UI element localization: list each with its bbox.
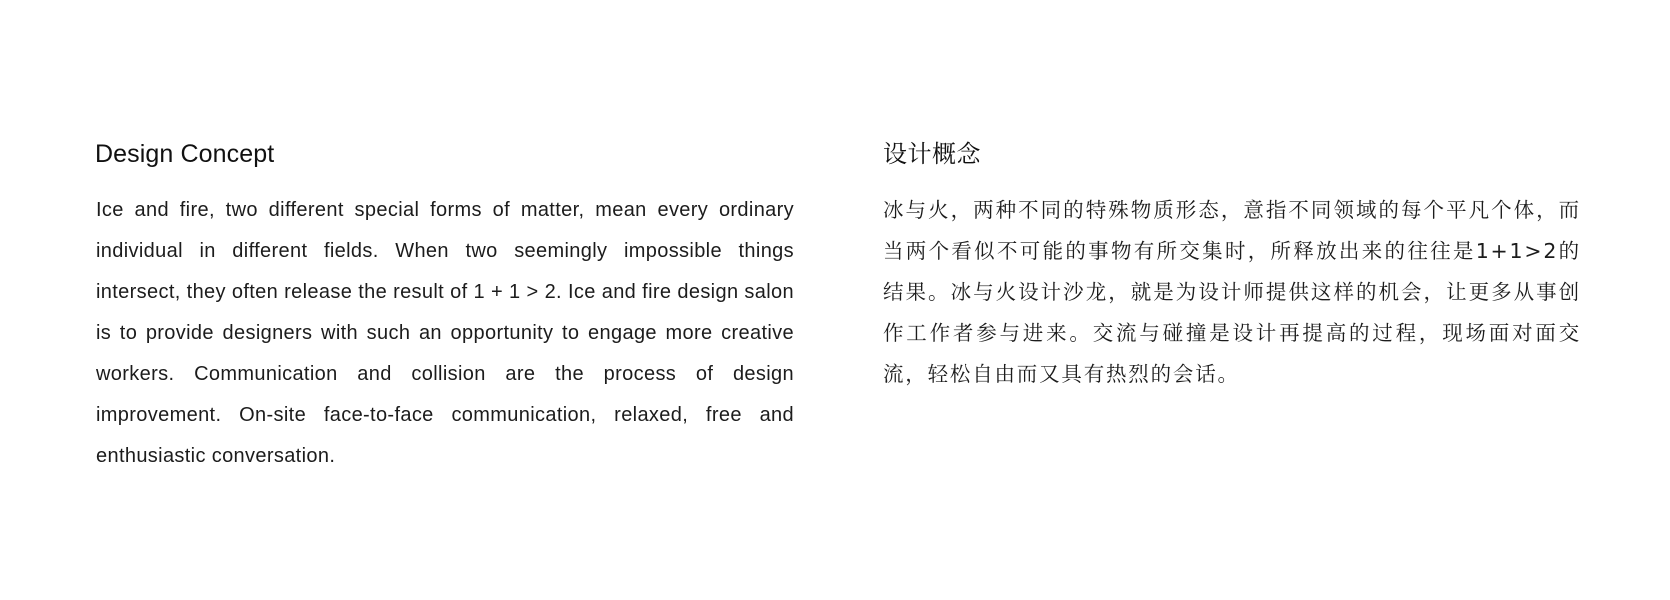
- design-concept-paragraph: Ice and fire, two different special forms of matter, mean every ordinary individual in different fields. When two seemingly impossible things intersect, they often release the result of 1 + 1 > 2. Ice and fire design salon is to provide designers with such an opportunity to engage more creative workers. Communication and collision are the process of design improvement. On-site face-to-face communication, relaxed, free and enthusiastic conversation.: [96, 199, 794, 467]
- design-concept-title: Design Concept: [95, 140, 275, 168]
- design-concept-english-section: [96, 138, 794, 477]
- design-concept-title-zh: 设计概念: [883, 140, 981, 168]
- design-concept-chinese-section: [883, 138, 1581, 395]
- design-concept-paragraph-zh: 冰与火，两种不同的特殊物质形态，意指不同领域的每个平凡个体，而当两个看似不可能的事物有所交集时，所释放出来的往往是1+1>2的结果。冰与火设计沙龙，就是为设计师提供这样的机会，让更多从事创作工作者参与进来。交流与碰撞是设计再提高的过程，现场面对面交流，轻松自由而又具有热烈的会话。: [883, 198, 1581, 386]
